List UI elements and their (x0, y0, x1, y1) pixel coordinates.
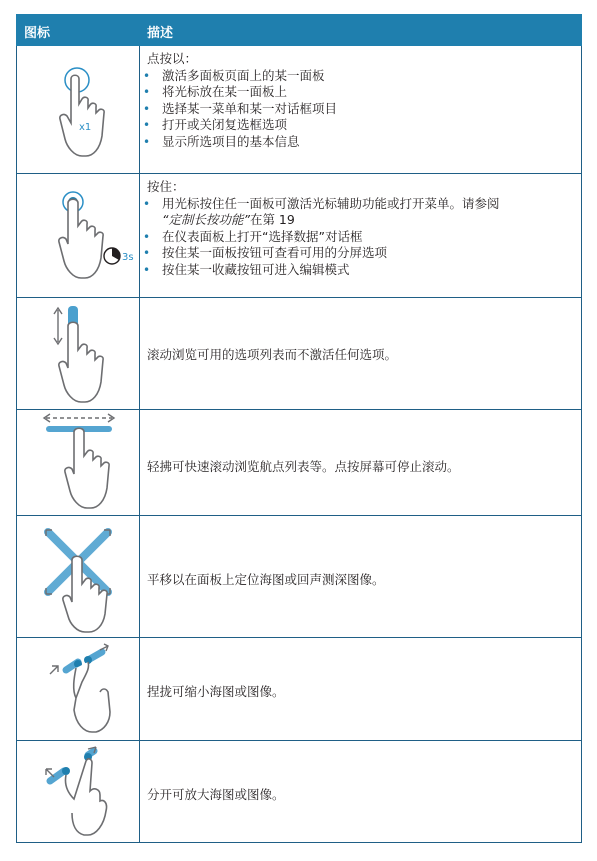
row-description (143, 51, 338, 150)
row-description (143, 179, 577, 278)
row-description: 平移以在面板上定位海图或回声测深图像。 (147, 572, 385, 587)
row-description: 轻拂可快速滚动浏览航点列表等。点按屏幕可停止滚动。 (147, 459, 460, 474)
table-header (16, 14, 582, 46)
pinch-gesture-icon (16, 638, 140, 740)
list-item: • 选择某一菜单和某一对话框项目 (143, 100, 338, 116)
scroll-gesture-icon (16, 298, 140, 409)
header-description-column: 描述 (147, 26, 174, 41)
row-description: 捏拢可缩小海图或图像。 (147, 684, 285, 699)
press-hold-gesture-icon (16, 174, 140, 297)
cross-reference-link[interactable]: “定制长按功能” (162, 212, 250, 227)
list-item: • 激活多面板页面上的某一面板 (143, 67, 325, 83)
hold-duration-label: 3s (122, 252, 134, 263)
list-item: • 按住某一面板按钮可查看可用的分屏选项 (143, 245, 388, 260)
list-item: • 用光标按住任一面板可激活光标辅助功能或打开菜单。请参阅 “定制长按功能”在第 19 (143, 195, 500, 227)
row-description: 滚动浏览可用的选项列表而不激活任何选项。 (147, 347, 398, 362)
table-row (16, 46, 582, 174)
row-description: 分开可放大海图或图像。 (147, 787, 285, 802)
table-row (16, 410, 582, 516)
list-item: • 按住某一收藏按钮可进入编辑模式 (143, 261, 350, 277)
table-row (16, 298, 582, 410)
spread-gesture-icon (16, 741, 140, 842)
table-row (16, 638, 582, 741)
table-row (16, 741, 582, 843)
table-row (16, 174, 582, 298)
pan-gesture-icon (16, 516, 140, 637)
description-lead: 点按以： (147, 51, 198, 66)
table-row (16, 516, 582, 638)
tap-count-label: x1 (79, 122, 92, 133)
tap-gesture-icon (16, 46, 140, 173)
description-lead: 按住： (147, 179, 185, 194)
header-icon-column: 图标 (24, 26, 51, 41)
list-item: • 将光标放在某一面板上 (143, 84, 288, 99)
flick-gesture-icon (16, 410, 140, 515)
list-item: • 显示所选项目的基本信息 (143, 133, 300, 149)
list-item: • 在仪表面板上打开“选择数据”对话框 (143, 228, 363, 244)
list-item: • 打开或关闭复选框选项 (143, 117, 288, 132)
